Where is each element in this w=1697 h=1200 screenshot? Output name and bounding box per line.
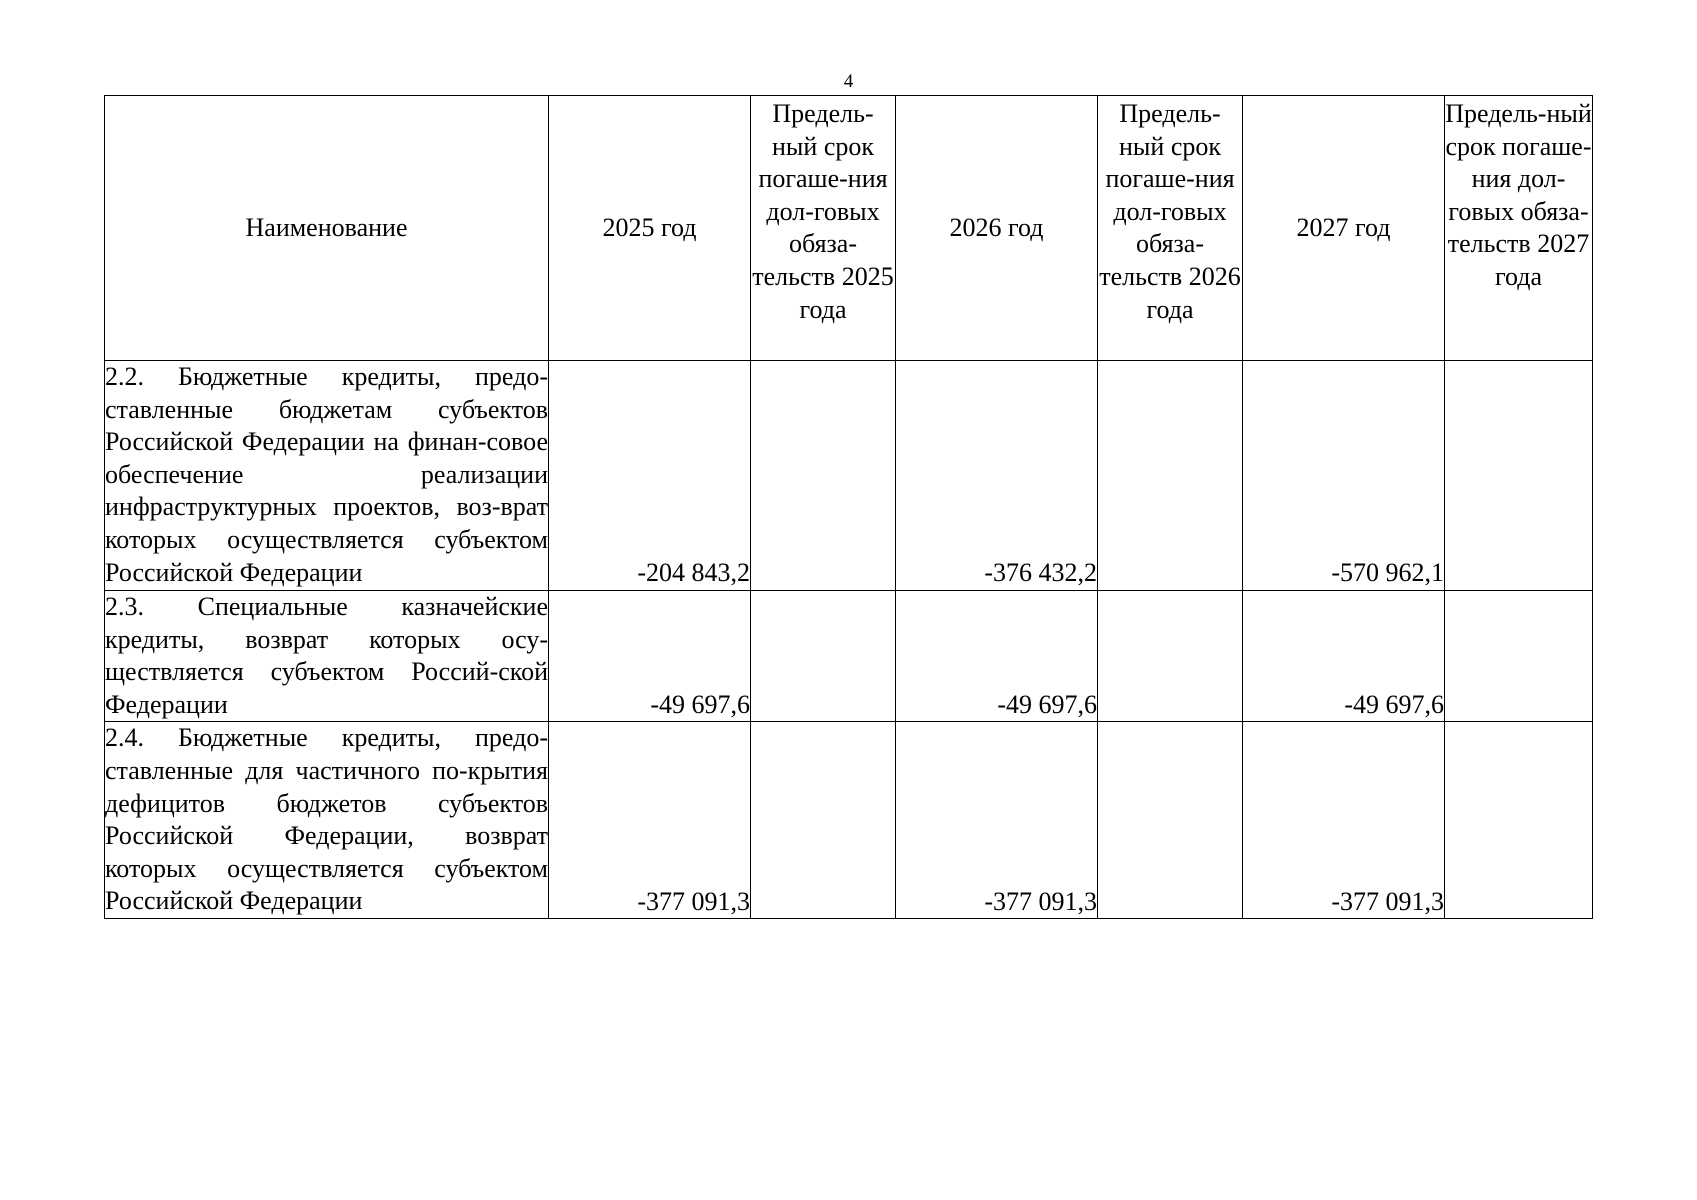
header-year-2026 [896, 96, 1098, 361]
term-2026-cell [1098, 722, 1243, 919]
page-number: 4 [843, 71, 854, 92]
header-year-2027 [1243, 96, 1445, 361]
table-row [105, 722, 1593, 919]
value-2027-cell: -49 697,6 [1243, 591, 1445, 722]
header-year-2025-label: 2025 год [602, 212, 697, 242]
term-2025-cell [751, 361, 896, 591]
value-2027-cell: -570 962,1 [1243, 361, 1445, 591]
term-2027-cell [1445, 361, 1593, 591]
row-name-cell: 2.4. Бюджетные кредиты, предо-ставленные для частичного по-крытия дефицитов бюджетов субъектов Российской Федерации, возврат которых осуществляется субъектом Российской Федерации [105, 722, 549, 919]
header-name [105, 96, 549, 361]
term-2027-cell [1445, 722, 1593, 919]
table-row [105, 591, 1593, 722]
value-2026-cell: -376 432,2 [896, 361, 1098, 591]
header-term-2025 [751, 96, 896, 361]
header-term-2027 [1445, 96, 1593, 361]
row-name-cell: 2.2. Бюджетные кредиты, предо-ставленные бюджетам субъектов Российской Федерации на финан-совое обеспечение реализации инфраструктурных проектов, воз-врат которых осуществляется субъектом Российской Федерации [105, 361, 549, 591]
header-term-2025-label: Предель-ный срок погаше-ния дол-говых обяза-тельств 2025 года [752, 99, 894, 324]
value-2025-cell: -377 091,3 [549, 722, 751, 919]
header-term-2026-label: Предель-ный срок погаше-ния дол-говых обяза-тельств 2026 года [1099, 99, 1241, 324]
term-2025-cell [751, 591, 896, 722]
term-2027-cell [1445, 591, 1593, 722]
value-2026-cell: -49 697,6 [896, 591, 1098, 722]
term-2026-cell [1098, 591, 1243, 722]
term-2026-cell [1098, 361, 1243, 591]
header-name-label: Наименование [245, 212, 408, 242]
header-year-2025 [549, 96, 751, 361]
row-name-cell: 2.3. Специальные казначейские кредиты, возврат которых осу-ществляется субъектом Россий-ской Федерации [105, 591, 549, 722]
table-row [105, 361, 1593, 591]
term-2025-cell [751, 722, 896, 919]
value-2027-cell: -377 091,3 [1243, 722, 1445, 919]
budget-credits-table [104, 95, 1593, 919]
header-term-2027-label: Предель-ный срок погаше-ния дол-говых обяза-тельств 2027 года [1445, 99, 1592, 291]
header-year-2027-label: 2027 год [1296, 212, 1391, 242]
header-row [105, 96, 1593, 361]
header-year-2026-label: 2026 год [949, 212, 1044, 242]
value-2026-cell: -377 091,3 [896, 722, 1098, 919]
value-2025-cell: -204 843,2 [549, 361, 751, 591]
value-2025-cell: -49 697,6 [549, 591, 751, 722]
header-term-2026 [1098, 96, 1243, 361]
